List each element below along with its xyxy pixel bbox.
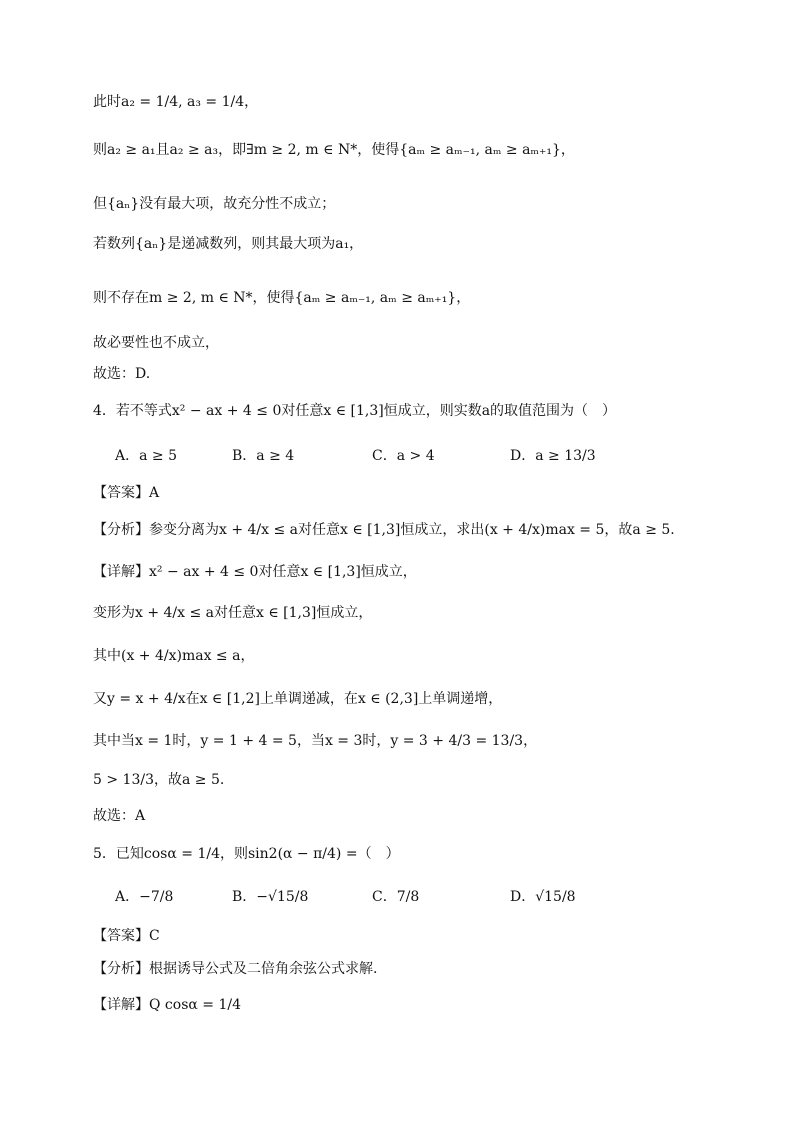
q5-option-d: D．√15/8 xyxy=(510,889,576,905)
answer-label: 【答案】A xyxy=(93,485,160,501)
text-line: 又y = x + 4/x在x ∈ [1,2]上单调递减，在x ∈ (2,3]上单调递增， xyxy=(93,691,503,707)
text-line: 故选：A xyxy=(93,808,146,824)
text-line: 其中(x + 4/x)max ≤ a， xyxy=(93,648,255,664)
q5-option-c: C．7/8 xyxy=(372,889,420,905)
detail-line: 【详解】x² − ax + 4 ≤ 0对任意x ∈ [1,3]恒成立， xyxy=(93,564,417,580)
text-line: 故必要性也不成立， xyxy=(93,335,219,351)
question-5-stem: 5．已知cosα = 1/4，则sin2(α − π/4) =（ ） xyxy=(93,846,400,862)
text-line: 但{aₙ}没有最大项，故充分性不成立； xyxy=(93,196,336,212)
answer-label: 【答案】C xyxy=(93,928,160,944)
text-line: 变形为x + 4/x ≤ a对任意x ∈ [1,3]恒成立， xyxy=(93,605,373,621)
text-line: 故选：D. xyxy=(93,366,151,382)
text-line: 若数列{aₙ}是递减数列，则其最大项为a₁， xyxy=(93,236,364,252)
q4-option-b: B．a ≥ 4 xyxy=(232,448,295,464)
analysis-line: 【分析】参变分离为x + 4/x ≤ a对任意x ∈ [1,3]恒成立，求出(x + 4/x)max = 5，故a ≥ 5. xyxy=(93,522,675,538)
text-line: 其中当x = 1时，y = 1 + 4 = 5，当x = 3时，y = 3 + 4/3 = 13/3， xyxy=(93,733,538,749)
q5-option-a: A．−7/8 xyxy=(115,889,174,905)
text-line: 则不存在m ≥ 2, m ∈ N*，使得{aₘ ≥ aₘ₋₁, aₘ ≥ aₘ₊₁}， xyxy=(93,290,471,306)
text-line: 则a₂ ≥ a₁且a₂ ≥ a₃，即∃m ≥ 2, m ∈ N*，使得{aₘ ≥ aₘ₋₁, aₘ ≥ aₘ₊₁}， xyxy=(93,142,575,158)
detail-line: 【详解】Q cosα = 1/4 xyxy=(93,997,241,1013)
q4-option-c: C．a > 4 xyxy=(372,448,435,464)
question-4-stem: 4．若不等式x² − ax + 4 ≤ 0对任意x ∈ [1,3]恒成立，则实数a的取值范围为（ ） xyxy=(93,403,617,419)
q5-option-b: B．−√15/8 xyxy=(232,889,309,905)
text-line: 5 > 13/3，故a ≥ 5. xyxy=(93,772,225,788)
q4-option-d: D．a ≥ 13/3 xyxy=(510,448,596,464)
analysis-line: 【分析】根据诱导公式及二倍角余弦公式求解. xyxy=(93,961,378,977)
text-line: 此时a₂ = 1/4, a₃ = 1/4， xyxy=(93,94,259,110)
q4-option-a: A．a ≥ 5 xyxy=(115,448,177,464)
